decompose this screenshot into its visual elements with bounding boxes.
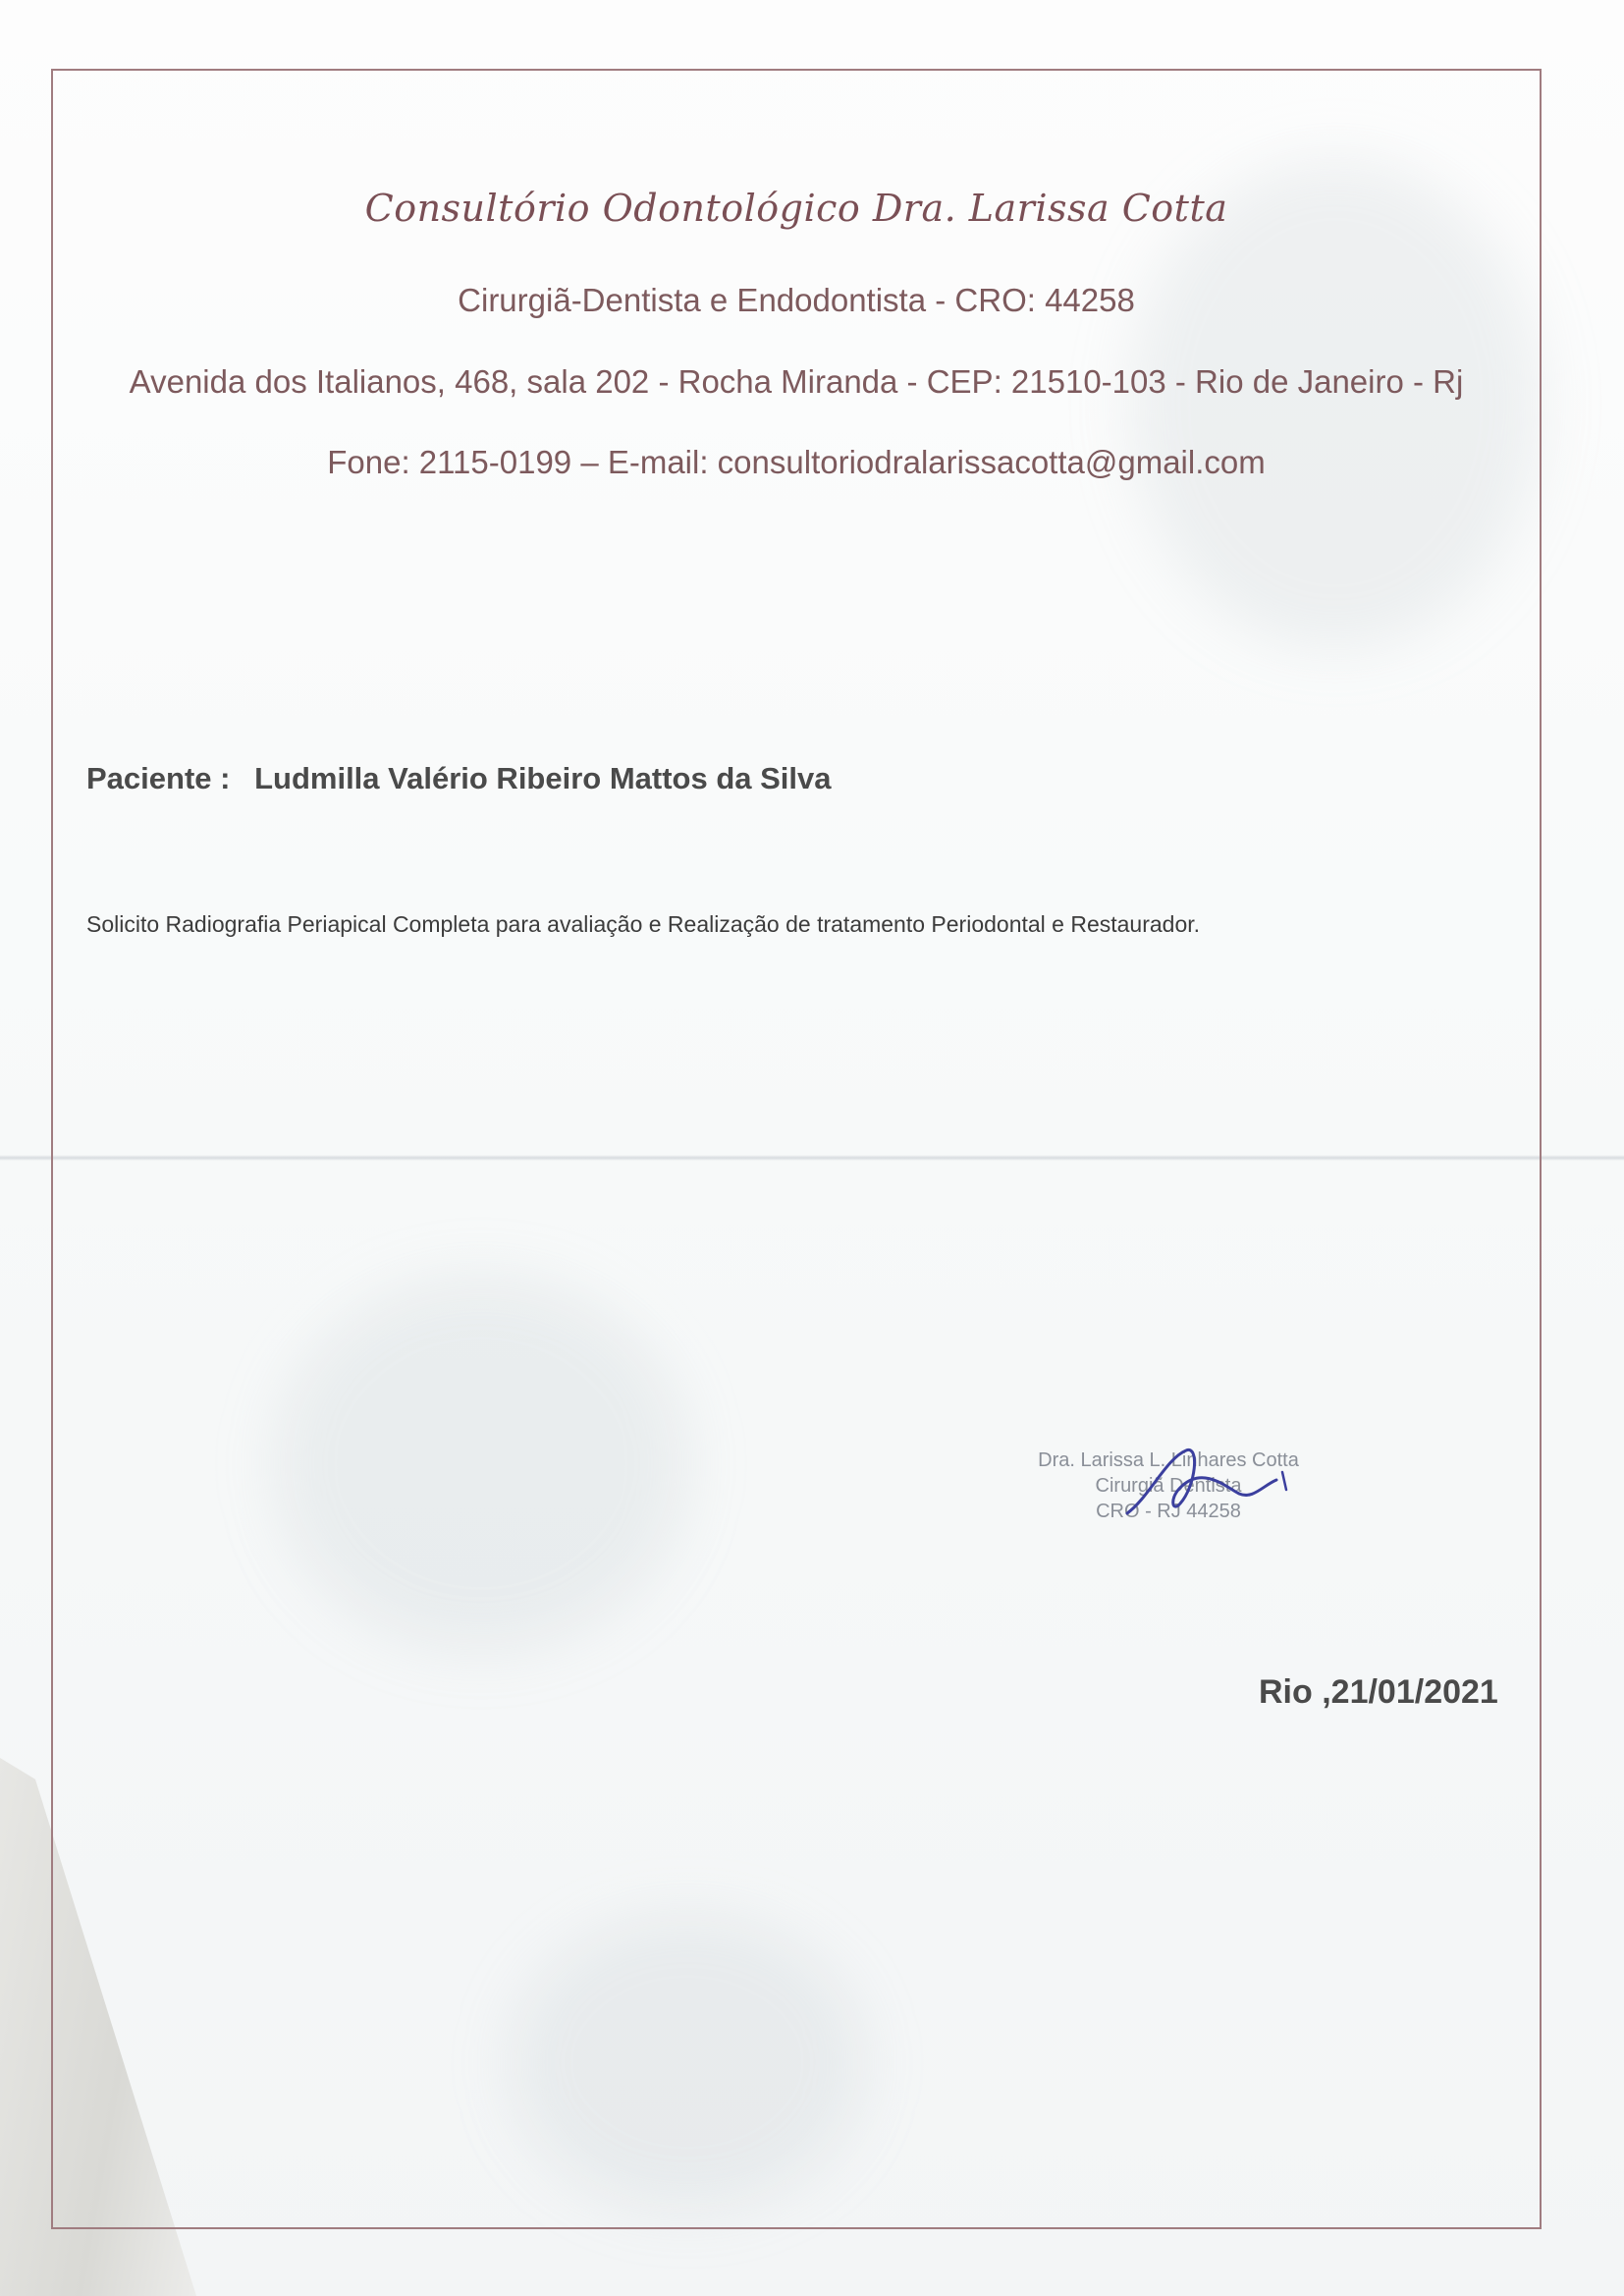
patient-name: Ludmilla Valério Ribeiro Mattos da Silva [254,761,832,795]
stamp-line-registration: CRO - RJ 44258 [1096,1501,1241,1522]
stamp-line-title: Cirurgiã Dentista [1095,1475,1242,1497]
request-text: Solicito Radiografia Periapical Completa para avaliação e Realização de tratamento Periodontal e Restaurador. [86,911,1201,937]
patient-line [86,761,832,796]
patient-label: Paciente : [86,761,231,795]
document-date: Rio ,21/01/2021 [1259,1673,1498,1711]
address-line: Avenida dos Italianos, 468, sala 202 - Rocha Miranda - CEP: 21510-103 - Rio de Janeiro - Rj [129,363,1464,400]
specialty-line: Cirurgiã-Dentista e Endodontista - CRO: 44258 [458,282,1135,318]
stamp-line-name: Dra. Larissa L. Linhares Cotta [1038,1449,1299,1471]
contact-line: Fone: 2115-0199 – E-mail: consultoriodralarissacotta@gmail.com [327,444,1266,480]
clinic-name: Consultório Odontológico Dra. Larissa Cotta [364,187,1228,230]
handwritten-signature-icon [1110,1429,1326,1537]
